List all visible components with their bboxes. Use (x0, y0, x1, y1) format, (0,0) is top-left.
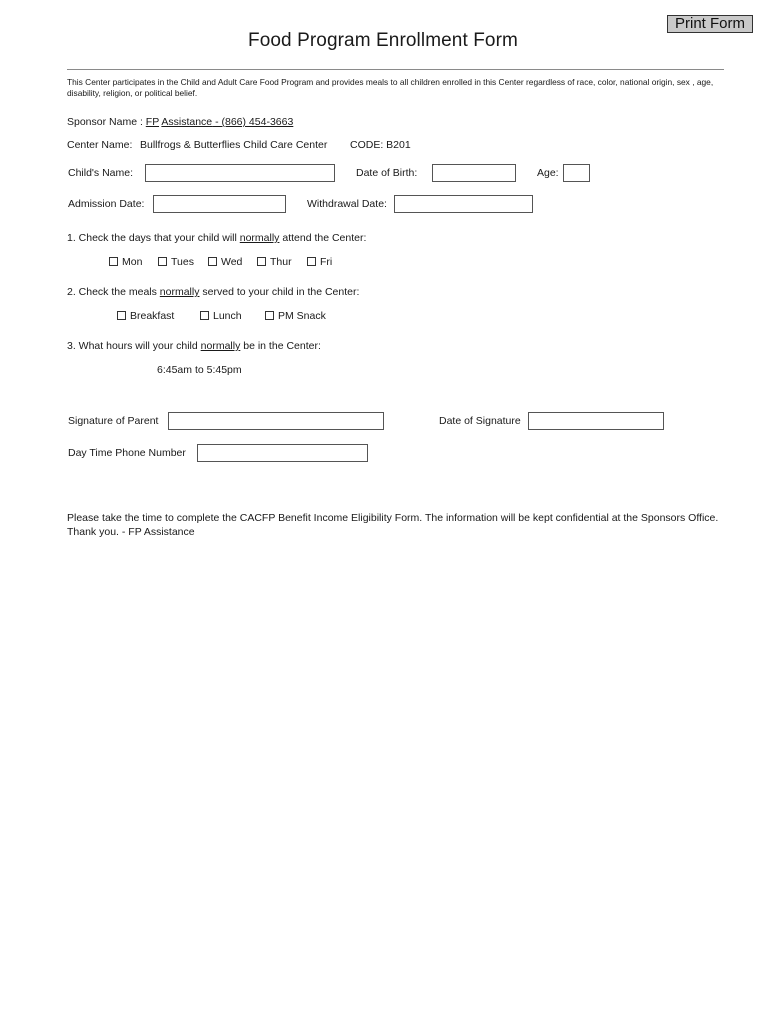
days-question-post: attend the Center: (279, 232, 367, 244)
checkbox[interactable] (117, 311, 126, 320)
sponsor-name-part2: Assistance (161, 116, 213, 128)
checkbox[interactable] (307, 257, 316, 266)
hours-answer: 6:45am to 5:45pm (157, 364, 242, 376)
day-option-label: Mon (122, 256, 143, 268)
center-name: Bullfrogs & Butterflies Child Care Center (140, 139, 328, 151)
dob-label: Date of Birth: (356, 167, 418, 179)
phone-label: Day Time Phone Number (68, 447, 186, 459)
sponsor-line (67, 116, 293, 128)
hours-question-post: be in the Center: (240, 340, 321, 352)
days-question (67, 232, 366, 244)
child-name-field[interactable] (145, 164, 335, 182)
parent-signature-label: Signature of Parent (68, 415, 159, 427)
admission-date-label: Admission Date: (68, 198, 145, 210)
child-name-label: Child's Name: (68, 167, 134, 179)
meal-option-label: PM Snack (278, 310, 326, 322)
meal-option-lunch[interactable] (200, 310, 242, 322)
center-label: Center Name: (67, 139, 133, 151)
meal-option-label: Breakfast (130, 310, 175, 322)
sponsor-name-part1: FP (145, 116, 160, 128)
sponsor-separator: - (212, 116, 222, 128)
checkbox[interactable] (200, 311, 209, 320)
checkbox[interactable] (109, 257, 118, 266)
print-form-button[interactable]: Print Form (667, 15, 753, 33)
checkbox[interactable] (208, 257, 217, 266)
meals-question-post: served to your child in the Center: (199, 286, 360, 298)
sponsor-label: Sponsor Name : (67, 116, 143, 128)
phone-field[interactable] (197, 444, 368, 462)
meals-question (67, 286, 359, 298)
hours-question-pre: 3. What hours will your child (67, 340, 201, 352)
center-code: CODE: B201 (350, 139, 411, 151)
age-field[interactable] (563, 164, 590, 182)
day-option-wed[interactable] (208, 256, 242, 268)
nondiscrimination-notice: This Center participates in the Child and Adult Care Food Program and provides meals to all children enrolled in this Center regardless of race, color, national origin, sex , age, disability, religion, or political belief. (67, 77, 714, 98)
day-option-label: Wed (221, 256, 243, 268)
withdrawal-date-field[interactable] (394, 195, 533, 213)
meal-option-pm-snack[interactable] (265, 310, 326, 322)
day-option-thur[interactable] (257, 256, 292, 268)
checkbox[interactable] (257, 257, 266, 266)
hours-question-emph: normally (200, 340, 241, 352)
withdrawal-date-label: Withdrawal Date: (307, 198, 387, 210)
day-option-label: Fri (320, 256, 333, 268)
signature-date-field[interactable] (528, 412, 664, 430)
days-question-emph: normally (239, 232, 280, 244)
meal-option-label: Lunch (213, 310, 242, 322)
hours-question (67, 340, 321, 352)
checkbox[interactable] (158, 257, 167, 266)
meal-option-breakfast[interactable] (117, 310, 174, 322)
signature-date-label: Date of Signature (439, 415, 521, 427)
day-option-label: Tues (171, 256, 194, 268)
days-question-pre: 1. Check the days that your child will (67, 232, 240, 244)
checkbox[interactable] (265, 311, 274, 320)
page-title: Food Program Enrollment Form (248, 30, 518, 51)
day-option-label: Thur (270, 256, 292, 268)
header-divider (67, 69, 724, 70)
admission-date-field[interactable] (153, 195, 286, 213)
day-option-mon[interactable] (109, 256, 142, 268)
meals-question-emph: normally (159, 286, 200, 298)
meals-question-pre: 2. Check the meals (67, 286, 160, 298)
age-label: Age: (537, 167, 559, 179)
eligibility-note: Please take the time to complete the CACFP Benefit Income Eligibility Form. The information will be kept confidential at the Sponsors Office. Thank you. - FP Assistance (67, 512, 719, 538)
parent-signature-field[interactable] (168, 412, 384, 430)
dob-field[interactable] (432, 164, 516, 182)
sponsor-phone: (866) 454-3663 (221, 116, 294, 128)
day-option-fri[interactable] (307, 256, 332, 268)
day-option-tues[interactable] (158, 256, 194, 268)
